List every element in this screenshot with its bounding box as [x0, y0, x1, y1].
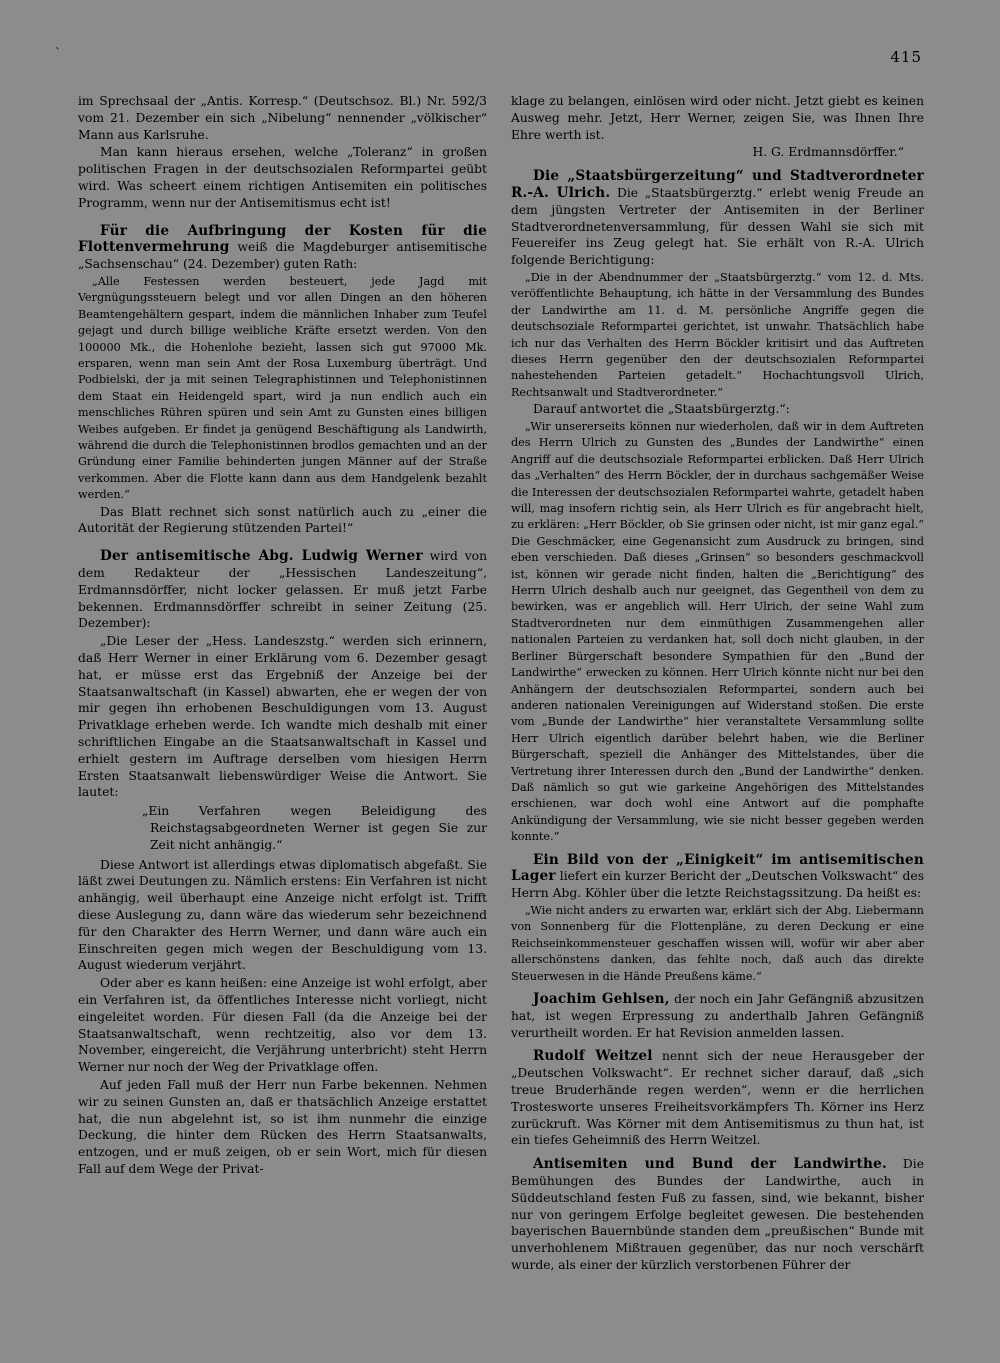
article-weitzel — [511, 1048, 924, 1149]
paragraph: im Sprechsaal der „Antis. Korresp.“ (Deutschsoz. Bl.) Nr. 592/3 vom 21. Dezember ein sich „Nibelung“ nennender „völkischer“ Mann aus Karlsruhe. — [78, 94, 487, 142]
article-text: der noch ein Jahr Gefängniß abzusitzen hat, ist wegen Erpressung zu anderthalb Jahren Gefängniß verurtheilt worden. Er hat Revision anmelden lassen. — [511, 992, 924, 1040]
article-heading: Joachim Gehlsen, — [533, 991, 670, 1007]
article-heading: Rudolf Weitzel — [533, 1048, 653, 1065]
article-heading: Für die Aufbringung der Kosten für die Flottenvermehrung — [78, 222, 487, 256]
quote: „Ein Verfahren wegen Beleidigung des Reichstagsabgeordneten Werner ist gegen Sie zur Zeit nicht anhängig.“ — [142, 804, 487, 852]
signature: H. G. Erdmannsdörffer.“ — [752, 145, 904, 160]
paragraph: Darauf antwortet die „Staatsbürgerztg.“: — [533, 402, 790, 417]
paragraph: Das Blatt rechnet sich sonst natürlich auch zu „einer die Autorität der Regierung stützenden Partei!“ — [78, 504, 487, 536]
left-column — [78, 93, 487, 1179]
quote: „Alle Festessen werden besteuert, jede Jagd mit Vergnügungssteuern belegt und vor allen Dingen an den höheren Beamtengehältern gespart, indem die männlichen Inhaber zum Teufel gejagt und durch billige weibliche Kräfte ersetzt werden. Von den 100000 Mk., die Hohenlohe bezieht, lassen sich gut 97000 Mk. ersparen, wenn man sein Amt der Rosa Luxemburg überträgt. Und Podbielski, der ja mit seinen Telegraphistinnen und Telephonistinnen dem Staat ein Heidengeld spart, wird ja nun endlich auch ein menschliches Rühren spüren und sein Amt zu Gunsten eines billigen Weibes aufgeben. Er findet ja genügend Beschäftigung als Landwirth, während die durch die Telephonistinnen brodlos gemachten und an der Gründung einer Familie behinderten jungen Männer auf der Straße verkommen. Aber die Flotte kann dann aus dem Handgelenk bezahlt werden.“ — [78, 274, 487, 502]
article-text: nennt sich der neue Herausgeber der „Deutschen Volkswacht“. Er rechnet sicher darauf, daß „sich treue Bruderhände regen werden“, wenn er die herrlichen Trostesworte unseres Freiheitsvorkämpfers Th. Körner ins Herz zurückruft. Was Körner mit dem Antisemitismus zu thun hat, ist ein tiefes Geheimniß des Herrn Weitzel. — [511, 1049, 924, 1148]
right-column — [511, 93, 924, 1275]
article-intro: Die „Staatsbürgerztg.“ erlebt wenig Freude an dem jüngsten Vertreter der Antisemiten in der Berliner Stadtverordnetenversammlung, für dessen Wahl sie sich mit Feuereifer ins Zeug gelegt hat. Sie erhält von R.-A. Ulrich folgende Berichtigung: — [511, 185, 924, 268]
quote: „Wir unsererseits können nur wiederholen, daß wir in dem Auftreten des Herrn Ulrich zu Gunsten des „Bundes der Landwirthe“ einen Angriff auf die deutschsoziale Reformpartei erblicken. Daß Herr Ulrich das „Verhalten“ des Herrn Böckler, der in durchaus sachgemäßer Weise die Interessen der deutschsozialen Reformpartei wahrte, getadelt haben will, mag insofern richtig sein, als Herr Ulrich es für angebracht hielt, zu erklären: „Herr Böckler, ob Sie grinsen oder nicht, ist mir ganz egal.“ Die Geschmäcker, eine Gegenansicht zum Ausdruck zu bringen, sind eben verschieden. Daß dieses „Grinsen“ so besonders geschmackvoll ist, können wir gerade nicht finden, halten die „Berichtigung“ des Herrn Ulrich deshalb auch nur geeignet, das Gegentheil von dem zu bewirken, was er angeblich will. Herr Ulrich, der seine Wahl zum Stadtverordneten nur dem einmüthigen Zusammengehen aller nationalen Parteien zu verdanken hat, soll doch nicht glauben, in der Berliner Bürgerschaft besondere Sympathien für den „Bund der Landwirthe“ erwecken zu können. Herr Ulrich könnte nicht nur bei den Anhängern der deutschsozialen Reformpartei, sondern auch bei anderen nationalen Vereinigungen auf Widerstand stoßen. Die erste vom „Bunde der Landwirthe“ hier veranstaltete Versammlung sollte Herr Ulrich eigentlich darüber belehrt haben, wie die Berliner Bürgerschaft, speziell die Anhänger des Mittelstandes, über die Vertretung ihrer Interessen durch den „Bund der Landwirthe“ denken. Daß nämlich so gut wie garkeine Angehörigen des Mittelstandes erschienen, war doch wohl eine Antwort auf die pomphafte Ankündigung der Versammlung, wie sie nicht besser gegeben werden konnte.“ — [511, 420, 925, 844]
paragraph: Man kann hieraus ersehen, welche „Toleranz“ in großen politischen Fragen in der deutschsozialen Reformpartei geübt wird. Was scheert einem richtigen Antisemiten ein politisches Programm, wenn nur der Antisemitismus echt ist! — [78, 145, 487, 210]
article-staatsbuergerzeitung — [511, 168, 924, 269]
article-heading: Der antisemitische Abg. Ludwig Werner — [100, 548, 423, 565]
article-text: Die Bemühungen des Bundes der Landwirthe, auch in Süddeutschland festen Fuß zu fassen, sind, wie bekannt, bisher nur von geringem Erfolge begleitet gewesen. Die bestehenden bayerischen Bauernbünde standen dem „preußischen“ Bunde mit unverhohlenem Mißtrauen gegenüber, das nur noch verschärft wurde, als einer der kürzlich verstorbenen Führer der — [511, 1157, 925, 1272]
quote: „Wie nicht anders zu erwarten war, erklärt sich der Abg. Liebermann von Sonnenberg für die Flottenpläne, zu deren Deckung er eine Reichseinkommensteuer geschaffen wissen will, wofür wir aber aber allerschönstens danken, das fehlte noch, daß auch das direkte Steuerwesen in die Hände Preußens käme.“ — [511, 903, 924, 983]
article-intro: liefert ein kurzer Bericht der „Deutschen Volkswacht“ des Herrn Abg. Köhler über die letzte Reichstagssitzung. Da heißt es: — [511, 869, 924, 901]
article-intro: wird von dem Redakteur der „Hessischen Landeszeitung“, Erdmannsdörffer, nicht locker gelassen. Er muß jetzt Farbe bekennen. Erdmannsdörffer schreibt in seiner Zeitung (25. Dezember): — [78, 549, 487, 631]
article-intro: weiß die Magdeburger antisemitische „Sachsenschau“ (24. Dezember) guten Rath: — [78, 240, 487, 272]
article-heading: Die „Staatsbürgerzeitung“ und Stadtverordneter R.-A. Ulrich. — [511, 168, 924, 201]
article-werner — [78, 548, 487, 632]
page-number: 415 — [890, 48, 922, 66]
paragraph: Diese Antwort ist allerdings etwas diplomatisch abgefaßt. Sie läßt zwei Deutungen zu. Nämlich erstens: Ein Verfahren ist nicht anhängig, weil überhaupt eine Anzeige nicht erfolgt ist. Trifft diese Auslegung zu, dann wäre das wiederum sehr bezeichnend für den Charakter des Herrn Werner, und dann wäre auch ein Einschreiten gegen mich wegen der Beschuldigung vom 13. August wiederum verjährt. — [78, 857, 487, 973]
paragraph: Auf jeden Fall muß der Herr nun Farbe bekennen. Nehmen wir zu seinen Gunsten an, daß er thatsächlich Anzeige erstattet hat, die nun abgelehnt ist, so ist ihm nunmehr die einzige Deckung, die hinter dem Rücken des Herrn Staatsanwalts, entzogen, und er muß zeigen, ob er sein Wort, mich für diesen Fall auf dem Wege der Privat- — [78, 1077, 487, 1176]
corner-mark: ` — [55, 46, 61, 60]
article-heading: Ein Bild von der „Einigkeit“ im antisemitischen Lager — [511, 851, 924, 885]
article-einigkeit — [511, 852, 924, 902]
article-landwirthe — [511, 1156, 924, 1274]
paragraph: klage zu belangen, einlösen wird oder nicht. Jetzt giebt es keinen Ausweg mehr. Jetzt, Herr Werner, zeigen Sie, was Ihnen Ihre Ehre werth ist. — [511, 94, 924, 142]
article-flotte — [78, 223, 487, 273]
quote: „Die in der Abendnummer der „Staatsbürgerztg.“ vom 12. d. Mts. veröffentlichte Behauptung, ich hätte in der Versammlung des Bundes der Landwirthe am 11. d. M. persönliche Angriffe gegen die deutschsoziale Reformpartei gerichtet, ist unwahr. Thatsächlich habe ich nur das Verhalten des Herrn Böckler kritisirt und das Auftreten dieses Herrn gegenüber den der deutschsozialen Reformpartei nahestehenden Parteien getadelt.“ Hochachtungsvoll Ulrich, Rechtsanwalt und Stadtverordneter.“ — [511, 270, 924, 399]
paragraph: „Die Leser der „Hess. Landeszstg.“ werden sich erinnern, daß Herr Werner in einer Erklärung vom 6. Dezember gesagt hat, er müsse erst das Ergebniß der Anzeige bei der Staatsanwaltschaft (in Kassel) abwarten, ehe er wegen der von mir gegen ihn erhobenen Beschuldigungen vom 13. August Privatklage erheben werde. Ich wandte mich deshalb mit einer schriftlichen Eingabe an die Staatsanwaltschaft in Kassel und erhielt gestern im Auftrage derselben vom hiesigen Herrn Ersten Staatsanwalt liebenswürdiger Weise die Antwort. Sie lautet: — [78, 634, 487, 800]
article-heading: Antisemiten und Bund der Landwirthe. — [533, 1156, 887, 1173]
paragraph: Oder aber es kann heißen: eine Anzeige ist wohl erfolgt, aber ein Verfahren ist, da öffentliches Interesse nicht vorliegt, nicht eingeleitet worden. Für diesen Fall (da die Anzeige bei der Staatsanwaltschaft, wenn rechtzeitig, also vor dem 13. November, eingereicht, die Verjährung unterbricht) steht Herrn Werner nur noch der Weg der Privatklage offen. — [78, 976, 487, 1075]
article-gehlsen — [511, 991, 924, 1041]
